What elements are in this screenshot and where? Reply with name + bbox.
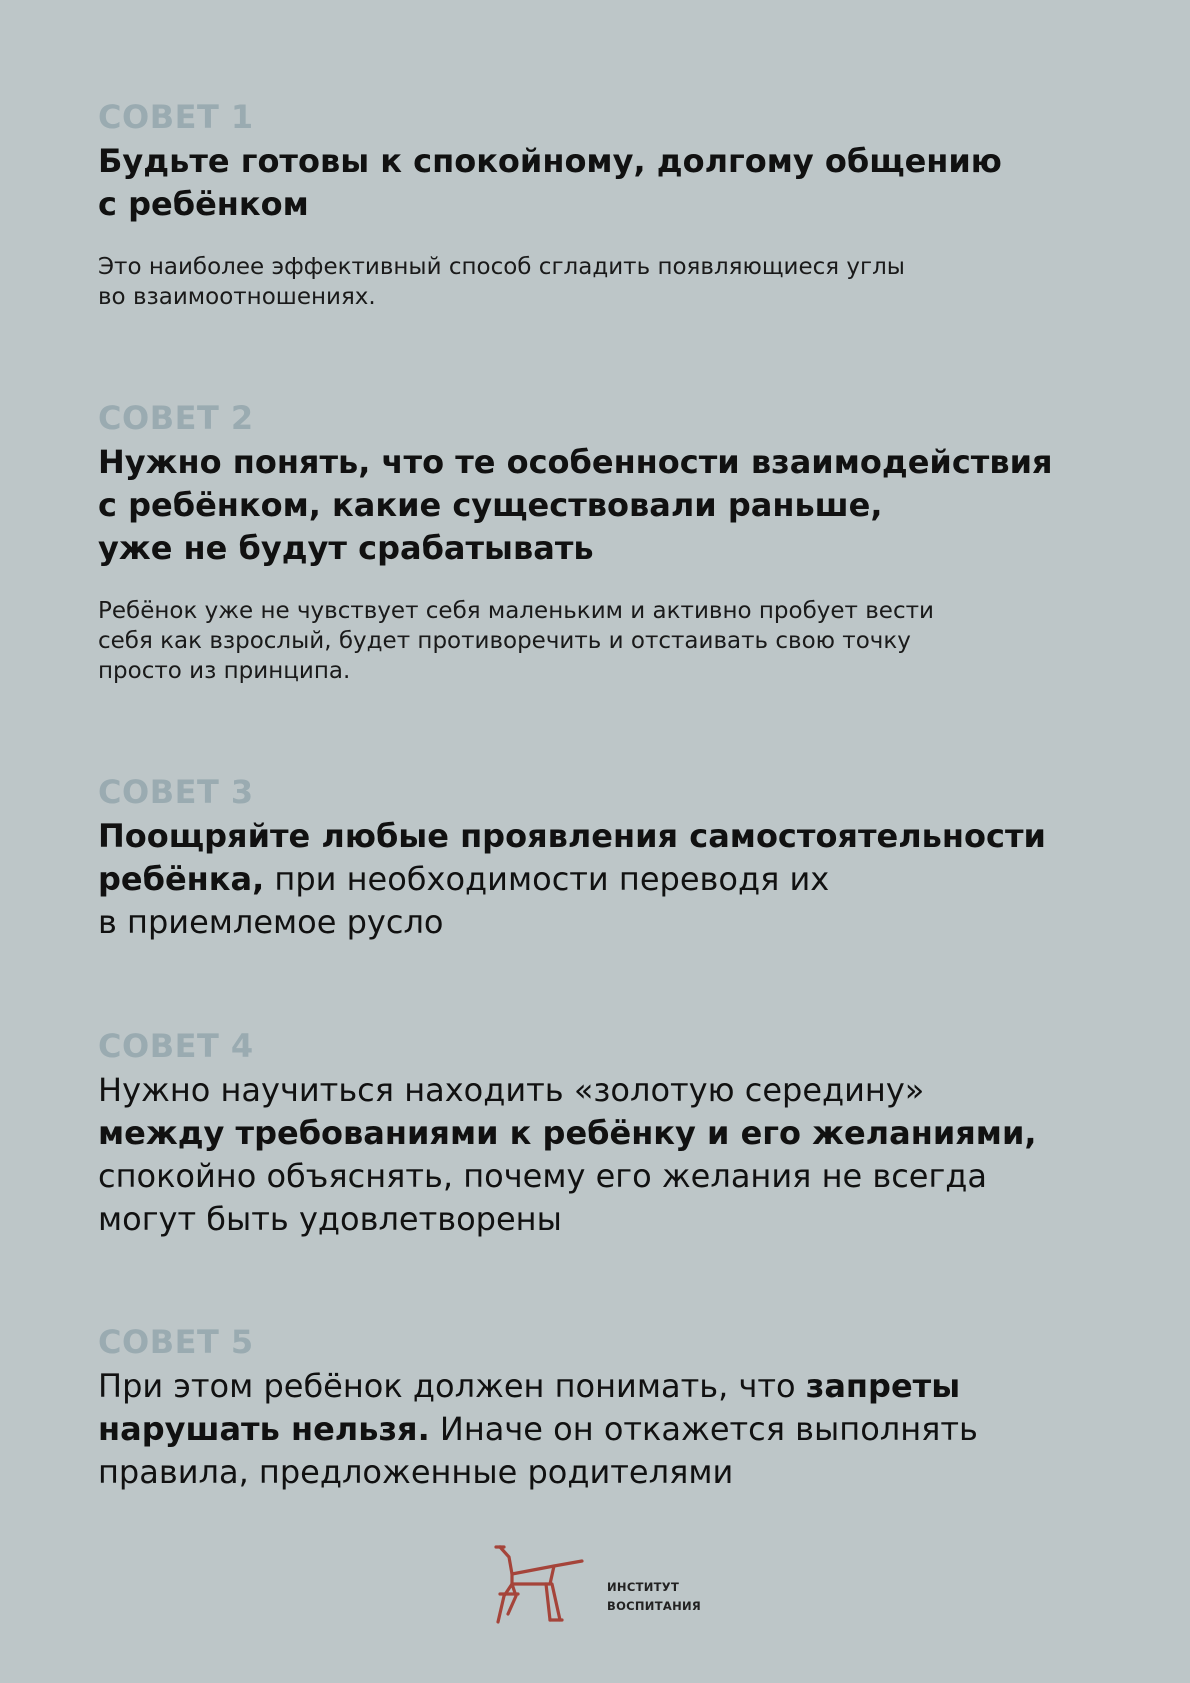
heading-segment: ребёнка,	[98, 860, 265, 898]
heading-segment: При этом ребёнок должен понимать, что	[98, 1367, 806, 1405]
body-line: себя как взрослый, будет противоречить и отстаивать свою точку	[98, 628, 911, 654]
tip-2	[98, 399, 1098, 686]
heading-segment: спокойно объяснять, почему его желания не всегда	[98, 1157, 988, 1195]
org-name	[607, 1578, 701, 1616]
heading-segment: нарушать нельзя.	[98, 1410, 430, 1448]
heading-segment: могут быть удовлетворены	[98, 1200, 562, 1238]
tip-label: СОВЕТ 3	[98, 773, 254, 811]
footer	[490, 1544, 730, 1624]
heading-segment: запреты	[805, 1367, 961, 1405]
tip-1	[98, 98, 1098, 312]
heading-line	[98, 1198, 1098, 1241]
heading-line	[98, 1155, 1098, 1198]
heading-segment: Нужно научиться находить «золотую середину»	[98, 1071, 925, 1109]
body-line: во взаимоотношениях.	[98, 284, 376, 310]
heading-segment: Нужно понять, что те особенности взаимодействия	[98, 443, 1053, 481]
heading-segment: Поощряйте любые проявления самостоятельности	[98, 817, 1046, 855]
tip-heading	[98, 441, 1098, 570]
heading-line	[98, 1451, 1098, 1494]
tip-body	[98, 252, 1098, 312]
org-name-line-2: ВОСПИТАНИЯ	[607, 1599, 702, 1613]
heading-line	[98, 815, 1098, 858]
org-name-line-1: ИНСТИТУТ	[607, 1580, 680, 1594]
body-line: Ребёнок уже не чувствует себя маленьким и активно пробует вести	[98, 598, 934, 624]
heading-segment: Иначе он откажется выполнять	[429, 1410, 978, 1448]
tip-label: СОВЕТ 5	[98, 1323, 254, 1361]
heading-segment: между требованиями к ребёнку и его желаниями,	[98, 1114, 1037, 1152]
heading-line	[98, 441, 1098, 484]
heading-segment: с ребёнком	[98, 185, 309, 223]
tip-label: СОВЕТ 4	[98, 1027, 254, 1065]
heading-line	[98, 1112, 1098, 1155]
body-line: Это наиболее эффективный способ сгладить появляющиеся углы	[98, 254, 905, 280]
tip-heading	[98, 815, 1098, 944]
heading-line	[98, 183, 1098, 226]
heading-line	[98, 1069, 1098, 1112]
tip-4	[98, 1027, 1098, 1241]
tip-body	[98, 596, 1098, 686]
heading-segment: в приемлемое русло	[98, 903, 444, 941]
heading-line	[98, 1365, 1098, 1408]
heading-segment: правила, предложенные родителями	[98, 1453, 734, 1491]
tip-heading	[98, 140, 1098, 226]
heading-line	[98, 901, 1098, 944]
tip-label: СОВЕТ 2	[98, 399, 254, 437]
heading-segment: Будьте готовы к спокойному, долгому общению	[98, 142, 1002, 180]
heading-line	[98, 484, 1098, 527]
tip-label: СОВЕТ 1	[98, 98, 254, 136]
tip-3	[98, 773, 1098, 944]
horse-logo-icon	[490, 1544, 586, 1624]
heading-line	[98, 858, 1098, 901]
heading-segment: уже не будут срабатывать	[98, 529, 594, 567]
tip-heading	[98, 1069, 1098, 1241]
heading-line	[98, 140, 1098, 183]
tip-5	[98, 1323, 1098, 1494]
tip-heading	[98, 1365, 1098, 1494]
heading-line	[98, 1408, 1098, 1451]
body-line: просто из принципа.	[98, 658, 351, 684]
heading-segment: с ребёнком, какие существовали раньше,	[98, 486, 883, 524]
heading-segment: при необходимости переводя их	[264, 860, 830, 898]
heading-line	[98, 527, 1098, 570]
